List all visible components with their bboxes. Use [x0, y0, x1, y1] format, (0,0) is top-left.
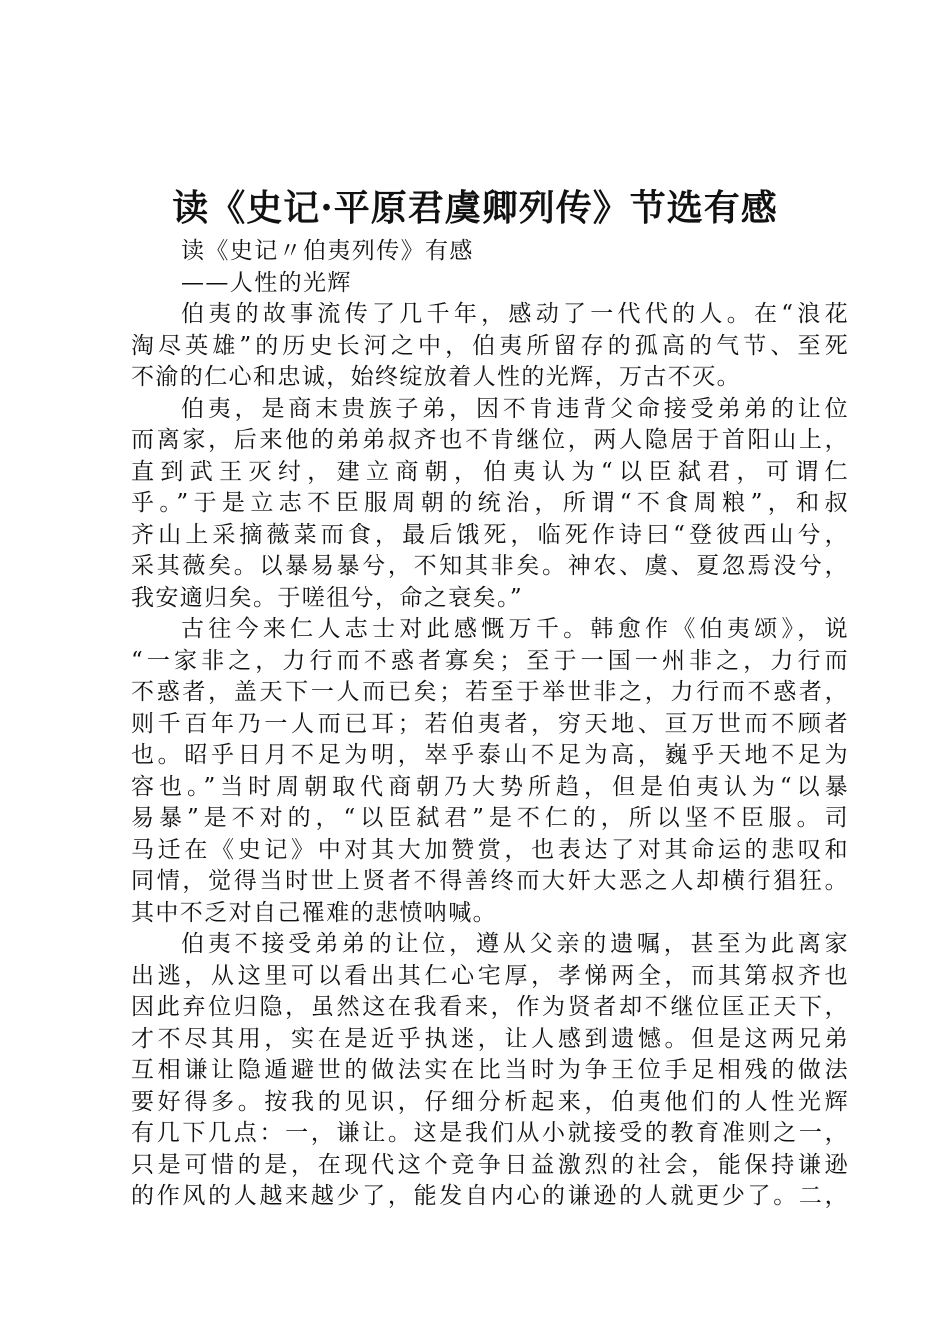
paragraph-line: 采其薇矣。以暴易暴兮，不知其非矣。神农、虞、夏忽焉没兮， — [131, 553, 849, 579]
paragraph-line: 要好得多。按我的见识，仔细分析起来，伯夷他们的人性光辉 — [131, 1088, 849, 1115]
paragraph-line: 伯夷不接受弟弟的让位，遵从父亲的遗嘱，甚至为此离家 — [181, 931, 849, 957]
subtitle: 读《史记〃伯夷列传》有感 — [181, 238, 474, 264]
paragraph-line: 马迁在《史记》中对其大加赞赏，也表达了对其命运的悲叹和 — [131, 836, 849, 863]
paragraph-3 — [131, 614, 849, 929]
document-body — [131, 236, 849, 1213]
paragraph-line: 容也。”当时周朝取代商朝乃大势所趋，但是伯夷认为“以暴 — [131, 773, 849, 800]
subheading: ——人性的光辉 — [181, 269, 352, 296]
paragraph-2 — [131, 394, 849, 615]
paragraph-line: 齐山上采摘薇菜而食，最后饿死，临死作诗曰“登彼西山兮， — [131, 521, 849, 548]
paragraph-line: 伯夷，是商末贵族子弟，因不肯违背父命接受弟弟的让位 — [181, 395, 849, 422]
paragraph-line: “一家非之，力行而不惑者寡矣；至于一国一州非之，力行而 — [131, 647, 849, 674]
paragraph-line: 因此弃位归隐，虽然这在我看来，作为贤者却不继位匡正天下， — [131, 994, 849, 1020]
paragraph-1 — [131, 299, 849, 394]
paragraph-line: 淘尽英雄”的历史长河之中，伯夷所留存的孤高的气节、至死 — [131, 332, 849, 359]
paragraph-line: 同情，觉得当时世上贤者不得善终而大奸大恶之人却横行猖狂。 — [131, 868, 849, 894]
paragraph-line: 的作风的人越来越少了，能发自内心的谦逊的人就更少了。二， — [131, 1183, 849, 1209]
paragraph-line: 直到武王灭纣，建立商朝，伯夷认为“以臣弑君，可谓仁 — [131, 458, 849, 485]
paragraph-line: 才不尽其用，实在是近乎执迷，让人感到遗憾。但是这两兄弟 — [131, 1025, 849, 1052]
paragraph-line: 互相谦让隐遁避世的做法实在比当时为争王位手足相残的做法 — [131, 1057, 849, 1083]
paragraph-line: 不惑者，盖天下一人而已矣；若至于举世非之，力行而不惑者， — [131, 679, 849, 705]
paragraph-line: 伯夷的故事流传了几千年，感动了一代代的人。在“浪花 — [181, 301, 849, 327]
paragraph-line: 我安適归矣。于嗟徂兮，命之衰矣。” — [131, 584, 524, 611]
document-title: 读《史记·平原君虞卿列传》节选有感 — [172, 187, 778, 229]
paragraph-line: 有几下几点：一，谦让。这是我们从小就接受的教育准则之一， — [131, 1120, 849, 1146]
paragraph-line: 其中不乏对自己罹难的悲愤呐喊。 — [131, 899, 497, 926]
paragraph-line: 不渝的仁心和忠诚，始终绽放着人性的光辉，万古不灭。 — [131, 364, 741, 390]
paragraph-line: 也。昭乎日月不足为明，崒乎泰山不足为高，巍乎天地不足为 — [131, 742, 849, 768]
paragraph-line: 而离家，后来他的弟弟叔齐也不肯继位，两人隐居于首阳山上， — [131, 427, 849, 453]
paragraph-line: 古往今来仁人志士对此感慨万千。韩愈作《伯夷颂》，说 — [181, 616, 849, 642]
paragraph-line: 出逃，从这里可以看出其仁心宅厚，孝悌两全，而其第叔齐也 — [131, 962, 849, 989]
paragraph-line: 只是可惜的是，在现代这个竞争日益激烈的社会，能保持谦逊 — [131, 1151, 849, 1178]
paragraph-4 — [131, 929, 849, 1213]
paragraph-line: 则千百年乃一人而已耳；若伯夷者，穷天地、亘万世而不顾者 — [131, 710, 849, 737]
paragraph-line: 乎。”于是立志不臣服周朝的统治，所谓“不食周粮”，和叔 — [131, 490, 849, 516]
paragraph-line: 易暴”是不对的，“以臣弑君”是不仁的，所以坚不臣服。司 — [131, 805, 849, 831]
